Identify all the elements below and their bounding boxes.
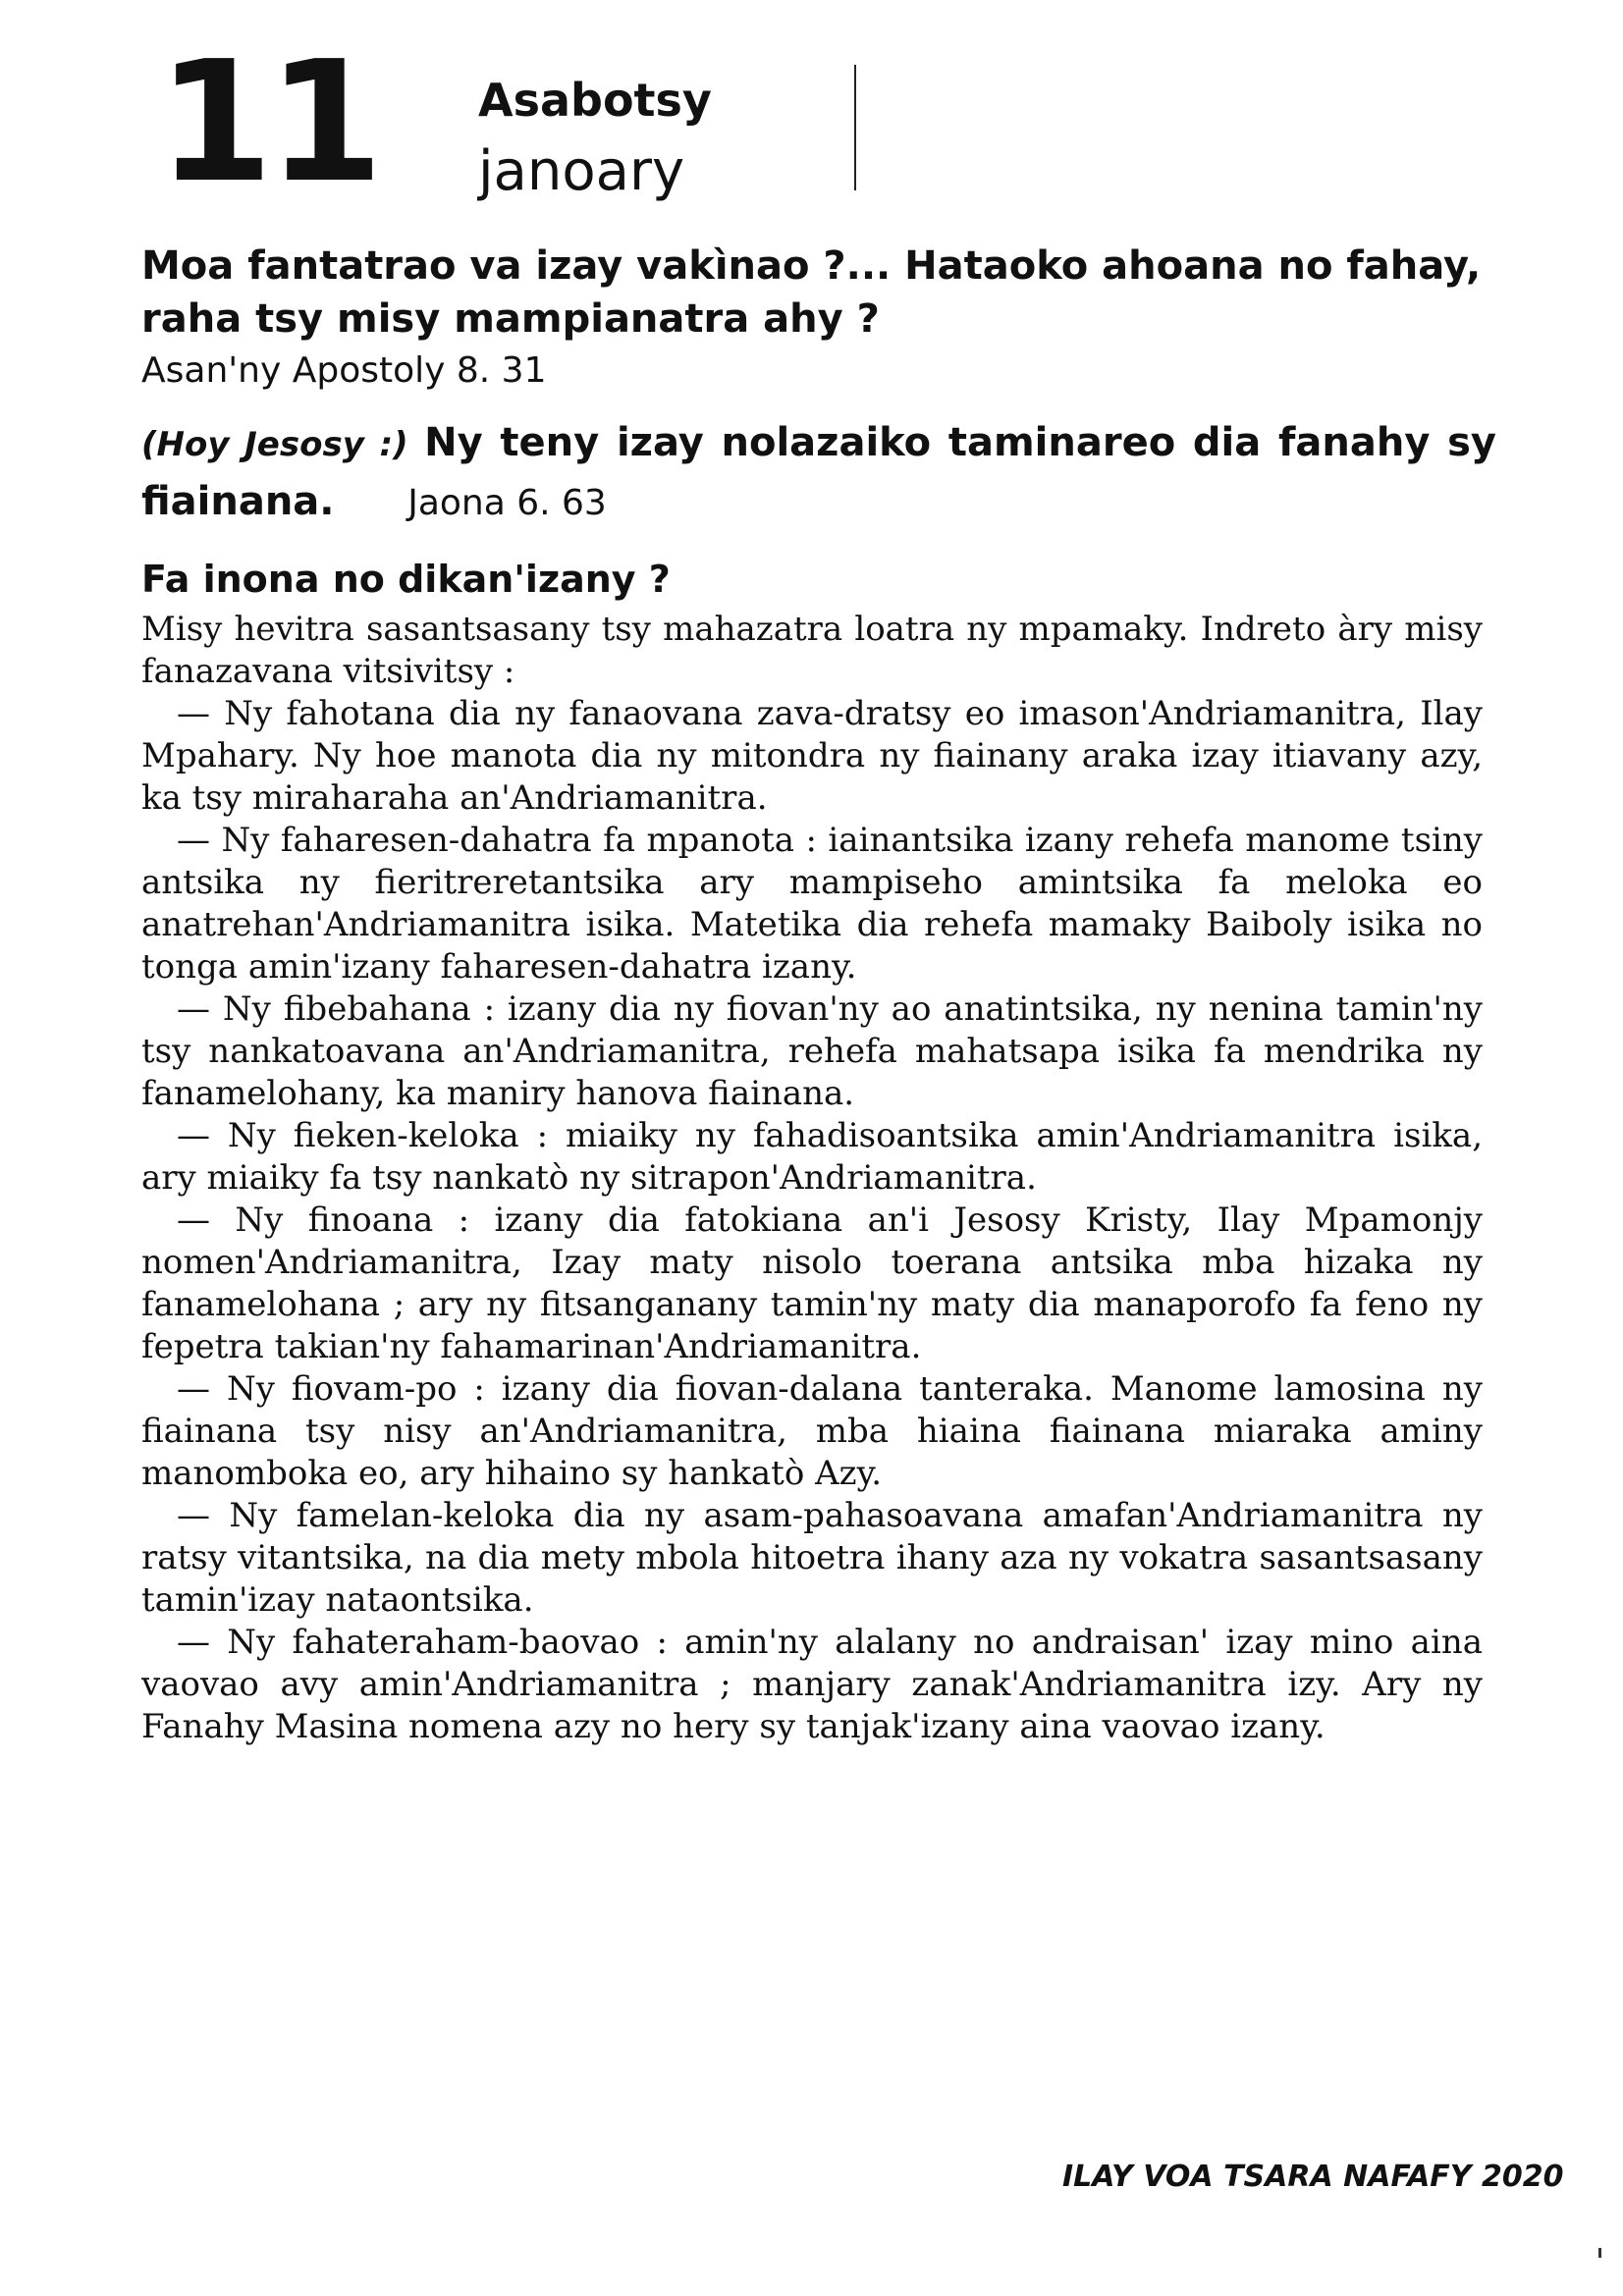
- header-divider: [854, 65, 856, 190]
- body-paragraph: — Ny fiovam-po : izany dia fiovan-dalana tanteraka. Manome lamosina ny fiainana tsy nisy an'Andriamanitra, mba hiaina fiainana miaraka aminy manomboka eo, ary hihaino sy hankatò Azy.: [141, 1369, 1483, 1493]
- main-verse-reference: Asan'ny Apostoly 8. 31: [141, 350, 547, 391]
- footer-brand: ILAY VOA TSARA NAFAFY 2020: [1062, 2160, 1564, 2194]
- body-paragraph: — Ny finoana : izany dia fatokiana an'i Jesosy Kristy, Ilay Mpamonjy nomen'Andriamanitra, Izay maty nisolo toerana antsika mba hizaka ny fanamelohana ; ary ny fitsanganany tamin'ny maty dia manaporofo fa feno ny fepetra takian'ny fahamarinan'Andriamanitra.: [141, 1201, 1483, 1366]
- month-label: janoary: [478, 139, 685, 203]
- body-paragraph: — Ny fahotana dia ny fanaovana zava-dratsy eo imason'Andriamanitra, Ilay Mpahary. Ny hoe manota dia ny mitondra ny fiainany araka izay itiavany azy, ka tsy miraharaha an'Andriamanitra.: [141, 694, 1483, 818]
- section-title: Fa inona no dikan'izany ?: [141, 558, 671, 601]
- second-verse: [141, 414, 1496, 532]
- second-verse-speaker: (Hoy Jesosy :): [141, 425, 408, 464]
- day-number: 11: [157, 26, 378, 220]
- body-paragraph: — Ny fahateraham-baovao : amin'ny alalany no andraisan' izay mino aina vaovao avy amin'Andriamanitra ; manjary zanak'Andriamanitra izy. Ary ny Fanahy Masina nomena azy no hery sy tanjak'izany aina vaovao izany.: [141, 1623, 1483, 1746]
- body-paragraph: — Ny famelan-keloka dia ny asam-pahasoavana amafan'Andriamanitra ny ratsy vitantsika, na dia mety mbola hitoetra ihany aza ny vokatra sasantsasany tamin'izay nataontsika.: [141, 1496, 1483, 1620]
- weekday-label: Asabotsy: [478, 74, 712, 127]
- body-paragraph: — Ny faharesen-dahatra fa mpanota : iainantsika izany rehefa manome tsiny antsika ny fieritreretantsika ary mampiseho amintsika fa meloka eo anatrehan'Andriamanitra isika. Matetika dia rehefa mamaky Baiboly isika no tonga amin'izany faharesen-dahatra izany.: [141, 821, 1483, 987]
- body-paragraph: — Ny fieken-keloka : miaiky ny fahadisoantsika amin'Andriamanitra isika, ary miaiky fa tsy nankatò ny sitrapon'Andriamanitra.: [141, 1116, 1483, 1198]
- body-paragraph: Misy hevitra sasantsasany tsy mahazatra loatra ny mpamaky. Indreto àry misy fanazavana vitsivitsy :: [141, 610, 1483, 691]
- second-verse-text: Ny teny izay nolazaiko taminareo dia fanahy sy fiainana.: [141, 420, 1496, 524]
- second-verse-reference: Jaona 6. 63: [407, 483, 607, 523]
- main-verse-text: Moa fantatrao va izay vakìnao ?... Hataoko ahoana no fahay, raha tsy misy mampianatra ahy ?: [141, 243, 1482, 342]
- body-text: [141, 609, 1483, 1748]
- body-paragraph: — Ny fibebahana : izany dia ny fiovan'ny ao anatintsika, ny nenina tamin'ny tsy nankatoavana an'Andriamanitra, rehefa mahatsapa isika fa mendrika ny fanamelohany, ka maniry hanova fiainana.: [141, 989, 1483, 1113]
- page-edge-mark: [1598, 2248, 1601, 2258]
